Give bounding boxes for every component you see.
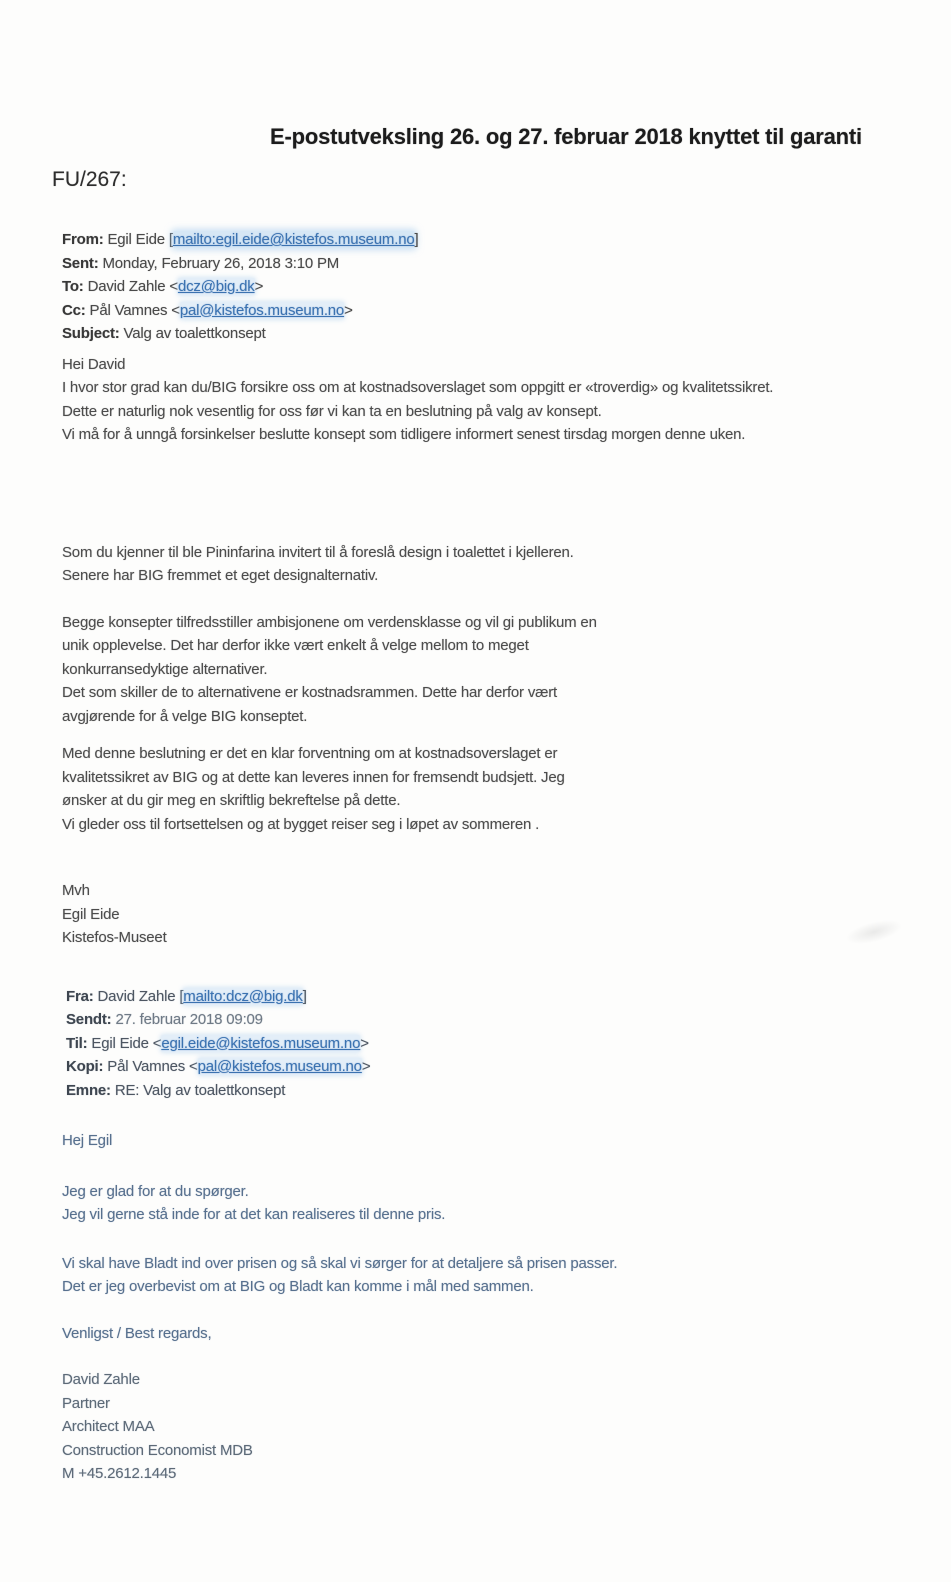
email1-cc-line xyxy=(62,299,925,323)
subject-label: Subject: xyxy=(62,325,120,342)
kopi-email-link[interactable]: pal@kistefos.museum.no xyxy=(197,1058,362,1075)
email1-body xyxy=(62,353,925,950)
email1-paragraph-3 xyxy=(62,611,925,729)
text-line: ønsker at du gir meg en skriftlig bekreftelse på dette. xyxy=(62,792,401,809)
til-email-link[interactable]: egil.eide@kistefos.museum.no xyxy=(161,1034,361,1052)
text-line: unik opplevelse. Det har derfor ikke vært enkelt å velge mellom to meget xyxy=(62,637,529,654)
email1-from-line xyxy=(62,228,925,252)
page-title: E-postutveksling 26. og 27. februar 2018 knyttet til garanti xyxy=(270,124,862,149)
sent-value: Monday, February 26, 2018 3:10 PM xyxy=(102,254,340,272)
email2-header xyxy=(62,985,925,1103)
email1-header xyxy=(62,228,925,346)
document-content xyxy=(62,228,925,1486)
signature-line: Construction Economist MDB xyxy=(62,1441,253,1459)
signature-line: Kistefos-Museet xyxy=(62,929,167,946)
email2-emne-line xyxy=(66,1079,925,1103)
email2-til-line xyxy=(66,1032,925,1056)
til-name: Egil Eide < xyxy=(91,1034,162,1052)
text-line: Senere har BIG fremmet et eget designalternativ. xyxy=(62,567,379,584)
from-mailto-link[interactable]: mailto:egil.eide@kistefos.museum.no xyxy=(172,231,415,248)
text-line: Hei David xyxy=(62,355,126,373)
fra-name: David Zahle [ xyxy=(97,987,184,1005)
email1-sent-line xyxy=(62,252,925,276)
signature-line: M +45.2612.1445 xyxy=(62,1465,177,1482)
text-line: avgjørende for å velge BIG konseptet. xyxy=(62,707,308,725)
text-line: Med denne beslutning er det en klar forventning om at kostnadsoverslaget er xyxy=(62,745,558,762)
to-email-link[interactable]: dcz@big.dk xyxy=(177,278,255,295)
email2-paragraph-1 xyxy=(62,1180,925,1227)
email2-body xyxy=(62,1129,925,1486)
email1-paragraph-4 xyxy=(62,742,925,836)
subject-value: Valg av toalettkonsept xyxy=(123,325,266,342)
text-line: Vi skal have Bladt ind over prisen og så skal vi sørger for at detaljere så prisen passer. xyxy=(62,1254,618,1272)
from-name: Egil Eide [ xyxy=(107,231,173,248)
cc-email-link[interactable]: pal@kistefos.museum.no xyxy=(179,301,345,319)
cc-label: Cc: xyxy=(62,301,86,319)
signature-line: Architect MAA xyxy=(62,1418,155,1435)
sendt-value: 27. februar 2018 09:09 xyxy=(115,1011,263,1028)
text-line: Vi gleder oss til fortsettelsen og at bygget reiser seg i løpet av sommeren . xyxy=(62,815,540,833)
text-line: Dette er naturlig nok vesentlig for oss før vi kan ta en beslutning på valg av konsept. xyxy=(62,402,602,420)
email2-kopi-line xyxy=(66,1055,925,1079)
email2-closing: Venligst / Best regards, xyxy=(62,1324,212,1342)
sent-label: Sent: xyxy=(62,254,99,272)
signature-line: Partner xyxy=(62,1394,110,1412)
text-line: I hvor stor grad kan du/BIG forsikre oss om at kostnadsoverslaget som oppgitt er «troverdig» og kvalitetssikret. xyxy=(62,379,774,396)
text-line: Det som skiller de to alternativene er kostnadsrammen. Dette har derfor vært xyxy=(62,684,558,701)
signature-line: David Zahle xyxy=(62,1371,140,1388)
cc-name: Pål Vamnes < xyxy=(89,301,180,319)
email1-signature xyxy=(62,879,925,950)
text-line: Jeg vil gerne stå inde for at det kan realiseres til denne pris. xyxy=(62,1206,446,1223)
kopi-close-bracket: > xyxy=(361,1058,371,1075)
emne-label: Emne: xyxy=(66,1081,111,1099)
sendt-label: Sendt: xyxy=(66,1011,112,1028)
til-close-bracket: > xyxy=(360,1034,369,1052)
to-label: To: xyxy=(62,278,84,295)
to-close-bracket: > xyxy=(254,278,264,295)
fra-mailto-link[interactable]: mailto:dcz@big.dk xyxy=(183,987,303,1005)
til-label: Til: xyxy=(66,1034,88,1052)
text-line: Vi må for å unngå forsinkelser beslutte konsept som tidligere informert senest tirsdag morgen denne uken. xyxy=(62,426,746,443)
document-reference: FU/267: xyxy=(52,168,127,191)
kopi-name: Pål Vamnes < xyxy=(107,1058,198,1075)
fra-label: Fra: xyxy=(66,987,94,1005)
emne-value: RE: Valg av toalettkonsept xyxy=(114,1081,286,1099)
email2-greeting: Hej Egil xyxy=(62,1132,113,1149)
email2-sendt-line xyxy=(66,1008,925,1032)
fra-close-bracket: ] xyxy=(302,987,307,1005)
email2-signature xyxy=(62,1368,925,1486)
text-line: konkurransedyktige alternativer. xyxy=(62,660,268,678)
to-name: David Zahle < xyxy=(87,278,178,295)
text-line: Det er jeg overbevist om at BIG og Bladt kan komme i mål med sammen. xyxy=(62,1278,534,1295)
text-line: Jeg er glad for at du spørger. xyxy=(62,1182,249,1200)
email2-fra-line xyxy=(66,985,925,1009)
text-line: Begge konsepter tilfredsstiller ambisjonene om verdensklasse og vil gi publikum en xyxy=(62,613,597,631)
email2-paragraph-2 xyxy=(62,1252,925,1299)
text-line: Som du kjenner til ble Pininfarina invitert til å foreslå design i toalettet i kjelleren. xyxy=(62,543,574,561)
kopi-label: Kopi: xyxy=(66,1058,104,1075)
cc-close-bracket: > xyxy=(344,301,353,319)
email1-subject-line xyxy=(62,322,925,346)
signature-line: Mvh xyxy=(62,882,90,899)
from-label: From: xyxy=(62,231,104,248)
text-line: kvalitetssikret av BIG og at dette kan leveres innen for fremsendt budsjett. Jeg xyxy=(62,768,565,786)
email1-paragraph-2 xyxy=(62,541,925,588)
from-close-bracket: ] xyxy=(414,231,419,248)
email1-to-line xyxy=(62,275,925,299)
signature-line: Egil Eide xyxy=(62,905,120,923)
email1-paragraph-1 xyxy=(62,353,925,447)
